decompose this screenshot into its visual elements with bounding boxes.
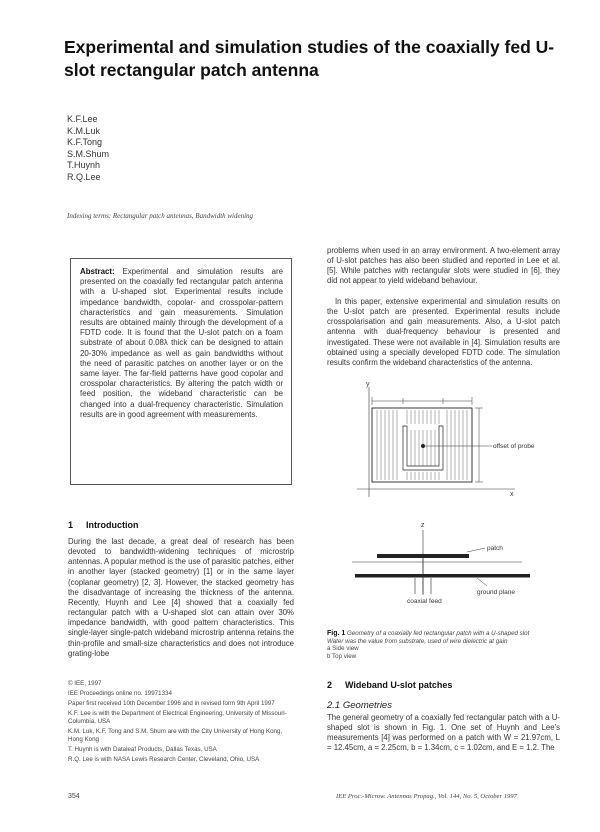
caption-label: Fig. 1 xyxy=(327,630,346,637)
section-title: Wideband U-slot patches xyxy=(345,680,453,690)
subsection-heading-geometries xyxy=(327,700,392,711)
indexing-terms: Indexing terms: Rectangular patch antennas, Bandwidth widening xyxy=(67,212,254,220)
author-name: R.Q.Lee xyxy=(67,171,101,182)
author-name: K.M.Luk xyxy=(67,125,101,136)
geometries-text: The general geometry of a coaxially fed rectangular patch with a U-shaped slot is shown in Fig. 1. One set of Huynh and Lee's measurements [4] was performed on a patch with W = 21.97cm, L = 12.45cm, a = 2.25cm, b = 1.34cm, c = 1.02cm, and E = 1.2. The xyxy=(327,713,560,753)
subsection-title: Geometries xyxy=(342,700,392,711)
section-number: 2 xyxy=(327,680,333,690)
journal-reference: IEE Proc.-Microw. Antennas Propag., Vol. 144, No. 5, October 1997 xyxy=(336,793,517,800)
author-list xyxy=(67,114,109,183)
introduction-text: During the last decade, a great deal of research has been devoted to bandwidth-widening techniques of microstrip antennas. A popular method is the use of parasitic patches, either in another layer (stacked geometry) [1] or in the same layer (coplanar geometry) [2, 3]. However, the stacked geometry has the disadvantage of increasing the thickness of the antenna. Recently, Huynh and Lee [4] showed that a coaxially fed rectangular patch with a U-shaped slot can attain over 30% impedance bandwidth, with good pattern characteristics. This single-layer single-patch wideband microstrip antenna retains the thin-profile and small-size characteristics and does not introduce grating-lobe xyxy=(68,537,294,658)
author-name: T.Huynh xyxy=(67,160,101,170)
x-axis-label: x xyxy=(510,491,514,498)
author-name: K.F.Lee xyxy=(67,114,98,124)
right-paragraph-1: problems when used in an array environment. A two-element array of U-slot patches has also been studied and reported in Lee et al. [5]. While patches with rectangular slots were studied in [6], they did not appear to yield wideband behaviour. xyxy=(327,246,560,286)
author-name: K.F.Tong xyxy=(67,137,103,147)
caption-line: Water was the value from substrate, used of wire dielectric at gain xyxy=(327,637,508,645)
footnotes xyxy=(68,680,294,766)
section-title: Introduction xyxy=(86,520,139,530)
patch-leader xyxy=(467,548,485,552)
ground-leader xyxy=(477,578,487,586)
caption-line: b Top view xyxy=(327,652,357,660)
section-heading-introduction xyxy=(68,520,139,530)
right-paragraph-2: In this paper, extensive experimental and simulation results on the U-slot patch are presented. Experimental results include crosspolarisation and gain measurements. Also, a U-slot patch antenna with dual-frequency behaviour is presented and investigated. These were not available in [4]. Simulation results are obtained using a specially developed FDTD code. The simulation results confirm the wideband characteristics of the antenna. xyxy=(327,297,560,367)
footnote: © IEE, 1997 xyxy=(68,680,102,687)
subsection-number: 2.1 xyxy=(327,700,341,711)
probe-point xyxy=(421,444,425,448)
caption-line: a Side view xyxy=(327,645,359,653)
y-axis-label: y xyxy=(366,381,370,388)
ground-plane-label: ground plane xyxy=(477,589,515,596)
section-heading-wideband xyxy=(327,680,452,690)
footnote: R.Q. Lee is with NASA Lewis Research Center, Cleveland, Ohio, USA xyxy=(68,756,260,764)
abstract-label: Abstract: xyxy=(80,267,115,276)
ground-plane-side-view xyxy=(355,574,530,578)
patch-label: patch xyxy=(487,545,503,552)
z-axis-label: z xyxy=(421,522,425,529)
paper-title: Experimental and simulation studies of the coaxially fed U-slot rectangular patch antenna xyxy=(64,37,555,80)
coaxial-feed-label: coaxial feed xyxy=(407,598,442,605)
footnote: K.M. Luk, K.F. Tong and S.M. Shum are with the City University of Hong Kong, Hong Kong xyxy=(68,728,283,744)
figure-1-caption xyxy=(327,630,557,660)
footnote: IEE Proceedings online no. 19971334 xyxy=(68,689,172,697)
abstract-text: Experimental and simulation results are presented on the coaxially fed rectangular patch antenna with a U-shaped slot. Experimental results include impedance bandwidth, copolar- and crosspolar-pattern characteristics and gain measurements. Simulation results are obtained mainly through the development of a FDTD code. It is found that the U-slot patch on a foam substrate of about 0.08λ thick can be designed to attain 20-30% impedance as well as gain bandwidths without the need of parasitic patches on another layer or on the same layer. The far-field patterns have good copolar and crosspolar characteristics. By altering the patch width or feed position, the wideband characteristic can be changed into a dual-frequency characteristic. Simulation results are in good agreement with measurements. xyxy=(80,267,283,419)
patch-side-view xyxy=(377,554,469,558)
section-number: 1 xyxy=(68,520,74,530)
caption-text: Geometry of a coaxially fed rectangular patch with a U-shaped slot xyxy=(347,630,530,637)
footnote: T. Huynh is with Dataleaf Products, Dallas Texas, USA xyxy=(68,746,217,754)
footnote: K.F. Lee is with the Department of Electrical Engineering, University of Missouri-Columbia, USA xyxy=(68,709,287,726)
abstract-box xyxy=(70,258,292,485)
page-number: 354 xyxy=(68,793,80,800)
figure-1-diagram xyxy=(327,380,562,630)
probe-label: offset of probe xyxy=(493,443,535,450)
author-name: S.M.Shum xyxy=(67,148,110,159)
footnote: Paper first received 10th December 1996 and in revised form 9th April 1997 xyxy=(68,699,275,707)
